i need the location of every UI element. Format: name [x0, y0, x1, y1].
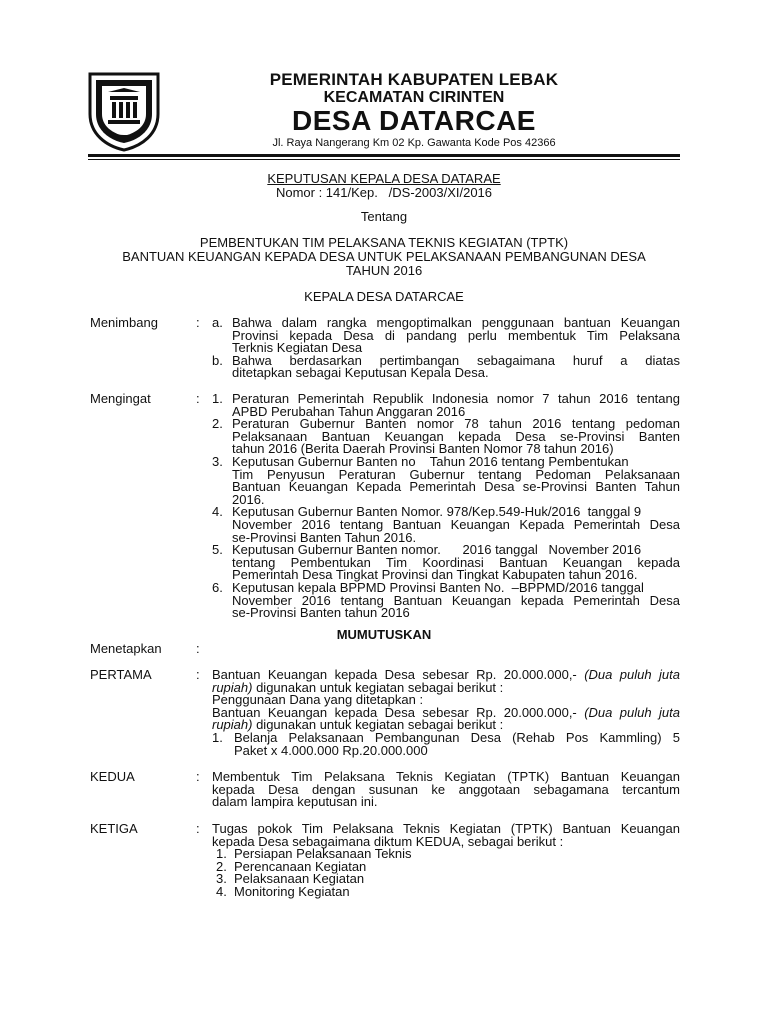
- item-number: 3.: [216, 871, 227, 887]
- text-line: tahun 2016 (Berita Daerah Provinsi Banten Nomor 78 tahun 2016): [232, 441, 614, 457]
- section-colon: :: [196, 769, 200, 784]
- text-span: Bantuan Keuangan kepada Desa sebesar Rp. 20.000.000,-: [212, 667, 585, 682]
- list-item: [212, 453, 680, 507]
- decree-tentang: Tentang: [360, 209, 408, 224]
- decree-title: KEPUTUSAN KEPALA DESA DATARAE: [267, 171, 501, 186]
- list-item: [212, 352, 680, 381]
- text-line: APBD Perubahan Tahun Anggaran 2016: [232, 403, 466, 419]
- mumutuskan-heading: MUMUTUSKAN: [336, 627, 432, 642]
- text-line: Bahwa berdasarkan pertimbangan sebagaimana huruf a diatas: [232, 352, 680, 368]
- item-text: Monitoring Kegiatan: [234, 883, 350, 899]
- subject-line: PEMBENTUKAN TIM PELAKSANA TEKNIS KEGIATAN (TPTK): [199, 235, 569, 250]
- item-text: [232, 579, 680, 621]
- text-line: Penggunaan Dana yang ditetapkan :: [212, 692, 424, 708]
- village-title: DESA DATARCAE: [292, 105, 536, 136]
- subject-line: BANTUAN KEUANGAN KEPADA DESA UNTUK PELAKSANAAN PEMBANGUNAN DESA: [122, 249, 646, 264]
- list-item: [212, 506, 680, 544]
- text-line: Keputusan Gubernur Banten no Tahun 2016 tentang Pembentukan: [232, 453, 629, 469]
- item-number: 1.: [212, 391, 223, 406]
- item-number: a.: [212, 315, 223, 330]
- list-item: [212, 883, 680, 899]
- text-span-italic: (Dua puluh juta: [584, 704, 681, 720]
- text-span-italic: (Dua puluh juta: [584, 667, 681, 682]
- list-item: [212, 418, 680, 456]
- decree-number: Nomor : 141/Kep. /DS-2003/XI/2016: [275, 185, 493, 200]
- section-colon: :: [196, 391, 200, 406]
- text-line: Tim Penyusun Peraturan Gubernur tentang Pedoman Pelaksanaan: [232, 466, 680, 482]
- text-line: November 2016 tentang Bantuan Keuangan kepada Pemerintah Desa: [232, 592, 680, 608]
- item-number: 1.: [212, 729, 223, 745]
- text-line: kepada Desa sebagaimana diktum KEDUA, sebagai berikut :: [212, 833, 564, 849]
- item-text: [232, 352, 680, 381]
- text-line: Keputusan Gubernur Banten Nomor. 978/Kep.549-Huk/2016 tanggal 9: [232, 504, 642, 520]
- section-colon: :: [196, 667, 200, 682]
- text-line: se-Provinsi Banten tahun 2016: [232, 605, 410, 621]
- text-line: Paket x 4.000.000 Rp.20.000.000: [234, 742, 428, 758]
- text-line: Belanja Pelaksanaan Pembangunan Desa (Rehab Pos Kammling) 5: [234, 729, 680, 745]
- text-line: se-Provinsi Banten Tahun 2016.: [232, 529, 417, 545]
- text-span-italic: rupiah): [212, 679, 253, 695]
- decree-subject: [88, 236, 680, 278]
- item-number: b.: [212, 352, 223, 368]
- text-line: Peraturan Gubernur Banten nomor 78 tahun 2016 tentang pedoman: [232, 416, 680, 432]
- section-content: [212, 771, 680, 809]
- item-text: Pelaksanaan Kegiatan: [234, 871, 365, 887]
- text-line: Tugas pokok Tim Pelaksana Teknis Kegiatan (TPTK) Bantuan Keuangan: [212, 821, 680, 836]
- section-colon: :: [196, 641, 200, 656]
- government-title: PEMERINTAH KABUPATEN LEBAK: [269, 70, 559, 89]
- item-number: 2.: [212, 416, 223, 432]
- district-title: KECAMATAN CIRINTEN: [323, 89, 505, 106]
- section-label: Menetapkan: [90, 641, 162, 656]
- item-number: 6.: [212, 579, 223, 595]
- section-label: Mengingat: [90, 391, 151, 406]
- item-number: 2.: [216, 858, 227, 874]
- text-span: Bantuan Keuangan kepada Desa sebesar Rp. 20.000.000,-: [212, 704, 585, 720]
- section-content: [212, 393, 680, 620]
- text-line: Keputusan kepala BPPMD Provinsi Banten No. –BPPMD/2016 tanggal: [232, 579, 644, 595]
- head-of-village-heading: KEPALA DESA DATARCAE: [304, 289, 464, 304]
- list-item: [212, 579, 680, 621]
- village-address: Jl. Raya Nangerang Km 02 Kp. Gawanta Kode Pos 42366: [272, 137, 556, 149]
- item-text: Persiapan Pelaksanaan Teknis: [234, 846, 412, 862]
- section-content: [212, 669, 680, 757]
- list-item: [212, 729, 680, 758]
- text-line: 2016.: [232, 491, 265, 507]
- list-item: [212, 544, 680, 582]
- section-label: KETIGA: [90, 821, 138, 836]
- item-number: 4.: [212, 504, 223, 520]
- section-label: PERTAMA: [90, 667, 152, 682]
- text-line: Pemerintah Desa Tingkat Provinsi dan Tingkat Kabupaten tahun 2016.: [232, 567, 638, 583]
- text-line: kepada Desa dengan susunan ke anggotaan sebagamana tercantum: [212, 781, 680, 797]
- section-colon: :: [196, 821, 200, 836]
- text-line: Bahwa dalam rangka mengoptimalkan penggunaan bantuan Keuangan: [232, 315, 680, 330]
- text-line: Pelaksanaan Bantuan Keuangan kepada Desa se-Provinsi Banten: [232, 428, 680, 444]
- text-span: digunakan untuk kegiatan sebagai berikut :: [252, 717, 504, 733]
- item-text: Perencanaan Kegiatan: [234, 858, 367, 874]
- text-line: Provinsi kepada Desa di pandang perlu membentuk Tim Pelaksana: [232, 327, 680, 343]
- text-line: November 2016 tentang Bantuan Keuangan Kepada Pemerintah Desa: [232, 516, 680, 532]
- section-content: [212, 317, 680, 380]
- text-line: ditetapkan sebagai Keputusan Kepala Desa.: [232, 365, 489, 381]
- list-item: [212, 317, 680, 355]
- text-line: Keputusan Gubernur Banten nomor. 2016 tanggal November 2016: [232, 542, 642, 558]
- section-label: KEDUA: [90, 769, 135, 784]
- item-text: [232, 453, 680, 507]
- text-line: Peraturan Pemerintah Republik Indonesia nomor 7 tahun 2016 tentang: [232, 391, 680, 406]
- item-number: 1.: [216, 846, 227, 862]
- text-line: dalam lampira keputusan ini.: [212, 794, 378, 810]
- section-label: Menimbang: [90, 315, 158, 330]
- item-number: 5.: [212, 542, 223, 558]
- item-number: 3.: [212, 453, 223, 469]
- item-number: 4.: [216, 883, 227, 899]
- letterhead-divider-thick: [88, 154, 680, 157]
- section-colon: :: [196, 315, 200, 330]
- item-text: [232, 544, 680, 582]
- text-line: Bantuan Keuangan Kepada Pemerintah Desa se-Provinsi Banten Tahun: [232, 479, 680, 495]
- list-item: [212, 393, 680, 418]
- item-text: [232, 317, 680, 355]
- item-text: [232, 506, 680, 544]
- text-line: Terknis Kegiatan Desa: [232, 340, 363, 356]
- subject-line: TAHUN 2016: [345, 263, 423, 278]
- item-text: [232, 393, 680, 418]
- section-content: [212, 823, 680, 899]
- item-text: [232, 418, 680, 456]
- letterhead-divider-thin: [88, 159, 680, 160]
- text-line: tentang Pembentukan Tim Koordinasi Bantuan Keuangan kepada: [232, 554, 680, 570]
- text-span-italic: rupiah): [212, 717, 253, 733]
- item-text: [234, 729, 680, 758]
- text-line: Membentuk Tim Pelaksana Teknis Kegiatan (TPTK) Bantuan Keuangan: [212, 769, 680, 784]
- text-span: digunakan untuk kegiatan sebagai berikut :: [252, 679, 504, 695]
